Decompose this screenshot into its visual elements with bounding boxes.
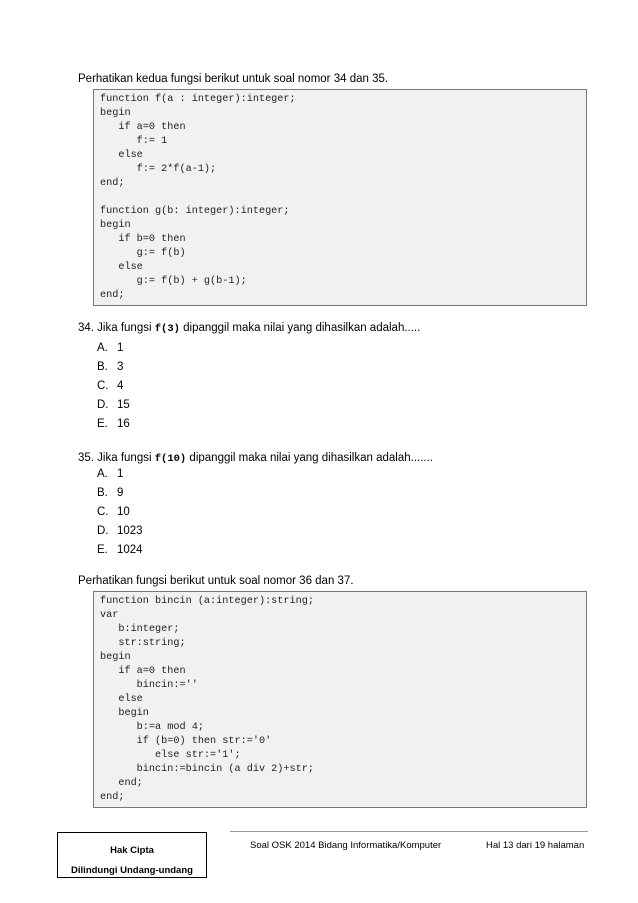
option-text: 4 <box>117 380 124 392</box>
option-letter: B. <box>97 361 108 373</box>
footer-page-number: Hal 13 dari 19 halaman <box>486 840 585 851</box>
code-block-bincin <box>93 591 587 808</box>
code-line: end; <box>100 290 125 301</box>
intro-text-36-37: Perhatikan fungsi berikut untuk soal nomor 36 dan 37. <box>78 575 354 587</box>
code-line <box>100 191 586 205</box>
question-35-suffix: dipanggil maka nilai yang dihasilkan adalah....... <box>186 452 434 464</box>
intro-text-34-35: Perhatikan kedua fungsi berikut untuk soal nomor 34 dan 35. <box>78 73 389 85</box>
code-line: end; <box>100 178 125 189</box>
code-line: g:= f(b) + g(b-1); <box>100 276 247 287</box>
code-line: begin <box>100 708 149 719</box>
question-35-code: f(10) <box>154 453 187 465</box>
footer-title: Soal OSK 2014 Bidang Informatika/Komputer <box>250 840 442 851</box>
answer-option <box>97 399 130 411</box>
code-line: function g(b: integer):integer; <box>100 206 290 217</box>
option-text: 10 <box>117 506 130 518</box>
footer-divider <box>230 831 588 832</box>
code-line: function f(a : integer):integer; <box>100 94 296 105</box>
answer-option <box>97 506 130 518</box>
code-line: if b=0 then <box>100 234 186 245</box>
option-letter: C. <box>97 506 109 518</box>
question-34 <box>78 322 420 335</box>
option-letter: B. <box>97 487 108 499</box>
code-line: else str:='1'; <box>100 750 241 761</box>
code-line: if (b=0) then str:='0' <box>100 736 272 747</box>
code-line: else <box>100 694 143 705</box>
code-line: if a=0 then <box>100 666 186 677</box>
option-letter: D. <box>97 525 109 537</box>
code-line: begin <box>100 652 131 663</box>
code-line: end; <box>100 792 125 803</box>
option-text: 1 <box>117 342 124 354</box>
answer-option <box>97 380 123 392</box>
option-text: 1024 <box>117 544 143 556</box>
code-line: else <box>100 150 143 161</box>
code-line: bincin:=bincin (a div 2)+str; <box>100 764 314 775</box>
option-text: 1023 <box>117 525 143 537</box>
answer-option <box>97 361 123 373</box>
code-line: b:integer; <box>100 624 180 635</box>
answer-option <box>97 468 123 480</box>
code-line: bincin:='' <box>100 680 198 691</box>
option-text: 15 <box>117 399 130 411</box>
code-line: begin <box>100 108 131 119</box>
option-text: 16 <box>117 418 130 430</box>
answer-option <box>97 544 143 556</box>
answer-option <box>97 525 143 537</box>
option-letter: E. <box>97 544 108 556</box>
code-line: function bincin (a:integer):string; <box>100 596 314 607</box>
code-line: g:= f(b) <box>100 248 186 259</box>
code-line: f:= 2*f(a-1); <box>100 164 217 175</box>
question-34-prefix: 34. Jika fungsi <box>78 322 155 334</box>
option-letter: D. <box>97 399 109 411</box>
option-text: 3 <box>117 361 124 373</box>
option-letter: E. <box>97 418 108 430</box>
option-text: 1 <box>117 468 124 480</box>
code-line: str:string; <box>100 638 186 649</box>
question-34-code: f(3) <box>154 323 180 335</box>
question-35-prefix: 35. Jika fungsi <box>78 452 155 464</box>
question-35 <box>78 452 433 465</box>
option-letter: A. <box>97 342 108 354</box>
copyright-line-2: Dilindungi Undang-undang <box>71 865 193 876</box>
code-block-f-g <box>93 89 587 306</box>
code-line: end; <box>100 778 143 789</box>
code-line: var <box>100 610 119 621</box>
code-line: f:= 1 <box>100 136 168 147</box>
code-line: else <box>100 262 143 273</box>
option-text: 9 <box>117 487 124 499</box>
answer-option <box>97 418 130 430</box>
code-line: begin <box>100 220 131 231</box>
code-line: b:=a mod 4; <box>100 722 204 733</box>
option-letter: C. <box>97 380 109 392</box>
copyright-box <box>57 832 207 878</box>
option-letter: A. <box>97 468 108 480</box>
code-line: if a=0 then <box>100 122 186 133</box>
question-34-suffix: dipanggil maka nilai yang dihasilkan adalah..... <box>179 322 421 334</box>
answer-option <box>97 487 123 499</box>
answer-option <box>97 342 123 354</box>
copyright-line-1: Hak Cipta <box>110 845 154 856</box>
